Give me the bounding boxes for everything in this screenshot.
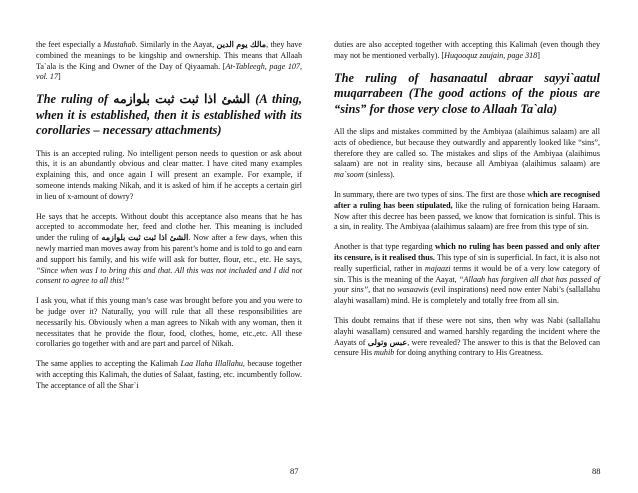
right-paragraph-4: [334, 242, 600, 307]
heading-text: The ruling of: [36, 92, 114, 107]
left-paragraph-2: This is an accepted ruling. No intelligent person needs to question or ask about this, it is an abundantly obvious and clear matter. I have cited many examples explaining this, and once again I will present an example. For example, if someone intends making Nikah, and it is asked of him if he accepts a certain girl in lieu of x-amount of dowry?: [36, 148, 302, 201]
italic-term: muhib: [374, 348, 395, 358]
left-page: [36, 40, 302, 401]
italic-term: Mustahab: [103, 40, 136, 49]
text-run: The same applies to accepting the Kalimah: [36, 359, 181, 369]
text-run: He says that he accepts. Without doubt this acceptance also means that he has accepted to accommodate her, feed and clothe her. This meaning is included under the ruling of: [36, 211, 302, 243]
italic-term: ma`soom: [334, 170, 364, 180]
text-run: ]: [58, 72, 61, 82]
left-paragraph-5: [36, 359, 302, 391]
text-run: , because together with accepting this Kalimah, the duties of Salaat, fasting, etc. incumbently follow. The acceptance of all the Shar`i: [36, 359, 302, 390]
reference-citation: At-Tableegh, page 107, vol. 17: [36, 61, 302, 82]
text-run: like the ruling of fornication being Haraam. Now after this decree has been passed, we know that fornication is sinful. This is a sin, in reality. The Ambiyaa (alaihimus salaam) are free from this type of sin.: [334, 200, 600, 232]
text-run: ]: [537, 50, 540, 60]
left-paragraph-4: I ask you, what if this young man’s case was brought before you and you were to be judge over it? Naturally, you will rule that all these responsibilities are necessarily his. Obviously when a man agrees to Nikah with any woman, then it necessitates that he provide the flour, food, clothes, home, etc.,etc. All these corollaries go together with and are part and parcel of Nikah.: [36, 296, 302, 349]
left-page-number: 87: [290, 466, 299, 476]
arabic-phrase: مالك يوم الدين: [216, 40, 267, 49]
heading-text: (A thing, when it is established, then it is established with its corollaries – necessary attachments): [36, 92, 302, 138]
left-paragraph-3: [36, 212, 302, 288]
text-run: the feet especially a: [36, 40, 104, 49]
right-page-number: 88: [592, 466, 601, 476]
text-run: for doing anything contrary to His Greatness.: [394, 348, 544, 358]
arabic-phrase: عبس وتولى: [367, 337, 408, 347]
reference-citation: Huqooquz zaujain, page 318: [444, 50, 538, 60]
text-run: terms it would be of a very low category of sin. This is the meaning of the Aayat,: [334, 263, 600, 284]
right-page: [334, 40, 600, 368]
text-run: All the slips and mistakes committed by the Ambiyaa (alaihimus salaam) are all acts of obedience, but because they outwardly and apparently looked like “sins”, therefore they are called so. The mistakes and slips of the Ambiyaa (alaihimus salaam) are not in reality sins, because all Ambiyaa (alaihimus salaam) are: [334, 127, 600, 169]
bold-phrase: which no ruling has been passed and only after its censure, is it realised thus.: [334, 242, 600, 263]
arabic-phrase: الشئ اذا ثبت ثبت بلوازمه: [113, 92, 251, 107]
text-run: . Now after a few days, when this newly married man moves away from his parent’s home and is told to go and earn and support his family, and his wife will ask for butter, flour, etc., etc. He says,: [36, 233, 302, 264]
italic-quote: “Since when was I to bring this and that. All this was not included and I did not consent to agree to all this!”: [36, 265, 302, 286]
arabic-phrase: الشئ اذا ثبت ثبت بلوازمه: [101, 233, 189, 243]
italic-term: wasaawis: [397, 285, 429, 295]
text-run: (evil inspirations) need now enter Nabi’s (sallallahu alayhi wasallam) mind. He is completely and totally free from all sin.: [334, 285, 600, 306]
text-run: , were revealed? The answer to this is that the Beloved can censure His: [334, 337, 601, 358]
right-paragraph-2: [334, 127, 600, 181]
italic-term: majaazi: [424, 263, 451, 273]
text-run: , that no: [368, 285, 398, 295]
right-paragraph-1: [334, 40, 600, 62]
text-run: . Similarly in the Aayat,: [135, 40, 217, 49]
text-run: This doubt remains that if these were not sins, then why was Nabi (sallallahu alayhi wasallam) censured and warned harshly regarding the incident where the Aayats of: [334, 316, 600, 347]
left-section-heading: [36, 92, 302, 139]
text-run: In summary, there are two types of sins. The first are those w: [334, 190, 534, 200]
right-paragraph-3: [334, 190, 600, 233]
bold-phrase: hich are recognised after a ruling has been stipulated,: [334, 190, 600, 210]
text-run: duties are also accepted together with accepting this Kalimah (even though they may not be mentioned verbally). [: [334, 40, 600, 60]
right-paragraph-5: [334, 316, 600, 359]
text-run: , they have combined the meanings to be kingship and ownership. This means that Allaah Ta`ala is the King and Owner of the Day of Qiyaamah. [: [36, 40, 302, 71]
right-section-heading: The ruling of hasanaatul abraar sayyi`aatul muqarrabeen (The good actions of the pious are “sins” for those very close to Allaah Ta`ala): [334, 70, 600, 116]
left-paragraph-1: [36, 40, 302, 83]
italic-term: Laa Ilaha Illallahu: [180, 359, 243, 369]
text-run: (sinless).: [363, 170, 395, 180]
italic-quote: “Allaah has forgiven all that has passed of your sins”: [334, 274, 601, 295]
text-run: This type of sin is superficial. In fact, it is also not really superficial, rather in: [334, 253, 600, 273]
text-run: Another is that type regarding: [334, 242, 436, 252]
